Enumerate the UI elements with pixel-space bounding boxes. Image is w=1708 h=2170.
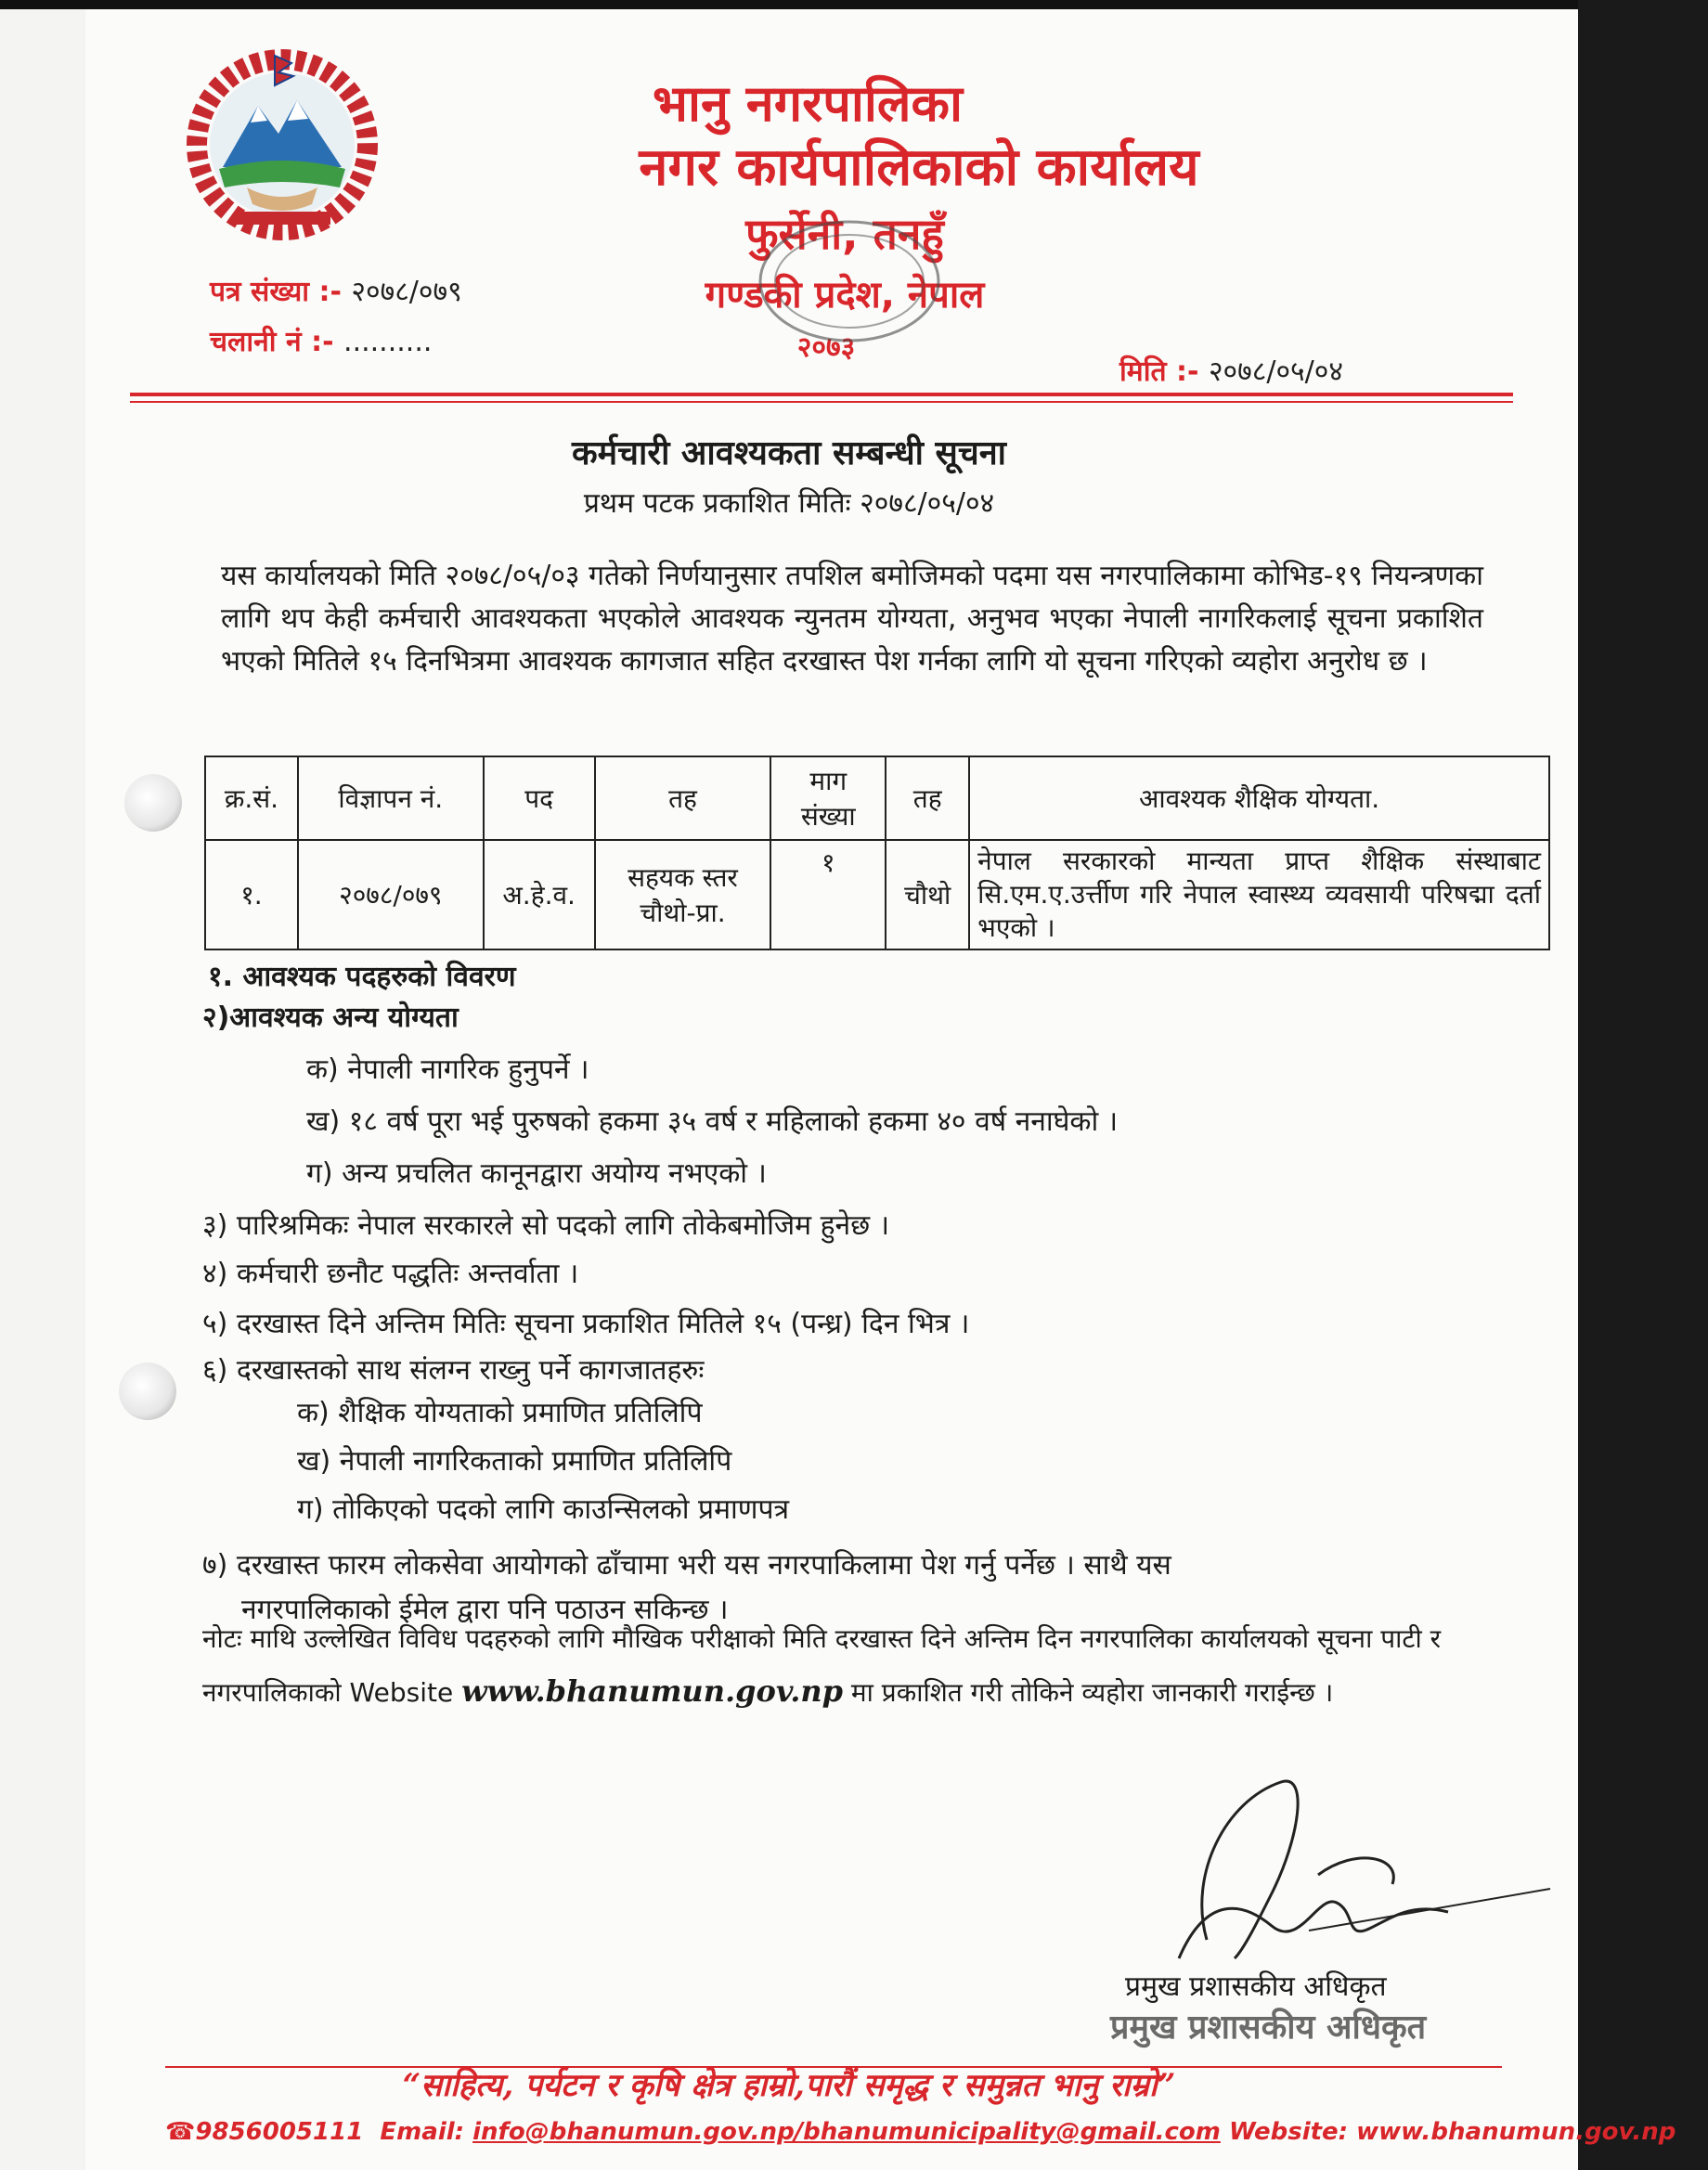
note-text-end: मा प्रकाशित गरी तोकिने व्यहोरा जानकारी गराईन्छ ।	[850, 1677, 1334, 1708]
office-seal-stamp	[752, 212, 947, 351]
section-heading: १. आवश्यक पदहरुको विवरण	[208, 961, 516, 993]
table-header: तह	[886, 756, 969, 840]
letter-date	[1119, 351, 1343, 389]
office-name: नगर कार्यपालिकाको कार्यालय	[639, 137, 1199, 198]
list-item: ख) १८ वर्ष पूरा भई पुरुषको हकमा ३५ वर्ष र महिलाको हकमा ४० वर्ष ननाघेको ।	[306, 1105, 1119, 1138]
list-item: ६) दरखास्तको साथ संलग्न राख्नु पर्ने कागजातहरुः	[202, 1354, 705, 1387]
org-name: भानु नगरपालिका	[653, 74, 963, 133]
table-header-row	[205, 756, 1549, 840]
table-row	[205, 840, 1549, 949]
footer-website[interactable]: www.bhanumun.gov.np	[1356, 2118, 1676, 2146]
footer-email-label: Email:	[380, 2118, 465, 2146]
handwritten-signature	[1170, 1763, 1559, 1977]
table-cell: सहयक स्तर चौथो-प्रा.	[595, 840, 771, 949]
punch-hole	[124, 774, 182, 832]
letter-number-label: पत्र संख्या :-	[210, 276, 342, 308]
footer-contact	[165, 2118, 1676, 2146]
letter-number	[210, 271, 462, 309]
scan-top-edge	[0, 0, 1578, 9]
table-header: विज्ञापन नं.	[298, 756, 484, 840]
table-header: तह	[595, 756, 771, 840]
footer-slogan: “साहित्य, पर्यटन र कृषि क्षेत्र हाम्रो,पारौं समृद्ध र समुन्नत भानु राम्रो”	[402, 2067, 1176, 2104]
table-cell: १	[770, 840, 886, 949]
notice-intro: यस कार्यालयको मिति २०७८/०५/०३ गतेको निर्णयानुसार तपशिल बमोजिमको पदमा यस नगरपालिकामा कोभिड-१९ नियन्त्रणका लागि थप केही कर्मचारी आवश्यकता भएकोले आवश्यक न्युनतम योग्यता, अनुभव भएका नेपाली नागरिकलाई सूचना प्रकाशित भएको मितिले १५ दिनभित्रमा आवश्यक कागजात सहित दरखास्त पेश गर्नका लागि यो सूचना गरिएको व्यहोरा अनुरोध छ ।	[221, 560, 1483, 678]
letter-number-value: २०७८/०७९	[351, 276, 462, 308]
signatory-title: प्रमुख प्रशासकीय अधिकृत	[1125, 1970, 1387, 2003]
header-rule	[130, 393, 1513, 396]
list-item: ५) दरखास्त दिने अन्तिम मितिः सूचना प्रकाशित मितिले १५ (पन्ध्र) दिन भित्र ।	[202, 1308, 970, 1340]
table-header: पद	[484, 756, 595, 840]
office-location: फुर्सेनी, तनहुँ	[745, 209, 944, 259]
list-item: ४) कर्मचारी छनौट पद्धतिः अन्तर्वाता ।	[202, 1258, 579, 1290]
table-cell: १.	[205, 840, 298, 949]
notice-title: कर्मचारी आवश्यकता सम्बन्धी सूचना	[571, 434, 1007, 472]
list-item: क) शैक्षिक योग्यताको प्रमाणित प्रतिलिपि	[297, 1397, 703, 1429]
table-cell: चौथो	[886, 840, 969, 949]
list-item: ख) नेपाली नागरिकताको प्रमाणित प्रतिलिपि	[297, 1445, 732, 1478]
dispatch-number-label: चलानी नं :-	[210, 326, 334, 358]
letter-date-value: २०७८/०५/०४	[1208, 355, 1343, 388]
office-year: २०७३	[796, 331, 856, 364]
footer-website-label: Website:	[1228, 2118, 1349, 2146]
office-province: गण्डकी प्रदेश, नेपाल	[705, 274, 985, 316]
list-item: क) नेपाली नागरिक हुनुपर्ने ।	[306, 1053, 589, 1086]
note-text: नोटः माथि उल्लेखित विविध पदहरुको लागि मौखिक परीक्षाको मिति दरखास्त दिने अन्तिम दिन नगरपालिका कार्यालयको सूचना पाटी र नगरपालिकाको Website	[202, 1623, 1442, 1708]
vacancy-table	[204, 756, 1550, 950]
table-header: आवश्यक शैक्षिक योग्यता.	[969, 756, 1549, 840]
list-item: ग) अन्य प्रचलित कानूनद्वारा अयोग्य नभएको ।	[306, 1157, 767, 1190]
phone-icon: ☎	[165, 2118, 196, 2146]
list-item: ३) पारिश्रमिकः नेपाल सरकारले सो पदको लागि तोकेबमोजिम हुनेछ ।	[202, 1209, 890, 1242]
punch-hole	[119, 1363, 176, 1420]
letter-date-label: मिति :-	[1119, 355, 1199, 388]
table-cell: २०७८/०७९	[298, 840, 484, 949]
table-cell: नेपाल सरकारको मान्यता प्राप्त शैक्षिक संस्थाबाट सि.एम.ए.उर्त्तीण गरि नेपाल स्वास्थ्य व्यवसायी परिषद्मा दर्ता भएको ।	[969, 840, 1549, 949]
table-header: क्र.सं.	[205, 756, 298, 840]
footer-phone: 9856005111	[195, 2118, 364, 2146]
table-cell: अ.हे.व.	[484, 840, 595, 949]
list-item: ७) दरखास्त फारम लोकसेवा आयोगको ढाँचामा भरी यस नगरपाकिलामा पेश गर्नु पर्नेछ । साथै यस	[202, 1549, 1171, 1582]
list-item: ग) तोकिएको पदको लागि काउन्सिलको प्रमाणपत्र	[297, 1493, 790, 1526]
signatory-stamp: प्रमुख प्रशासकीय अधिकृत	[1110, 2009, 1427, 2047]
table-header: माग संख्या	[770, 756, 886, 840]
notice-note	[202, 1613, 1483, 1719]
notice-subtitle: प्रथम पटक प्रकाशित मितिः २०७८/०५/०४	[583, 487, 995, 520]
footer-email-link[interactable]: info@bhanumun.gov.np/bhanumunicipality@gmail.com	[472, 2118, 1221, 2146]
header-rule-thin	[130, 401, 1513, 403]
section-heading: २)आवश्यक अन्य योग्यता	[202, 1001, 459, 1034]
list-item: नगरपालिकाको ईमेल द्वारा पनि पठाउन सकिन्छ ।	[241, 1594, 729, 1626]
dispatch-number-value: ..........	[343, 326, 433, 358]
note-website: www.bhanumun.gov.np	[461, 1673, 843, 1709]
dispatch-number	[210, 321, 432, 359]
